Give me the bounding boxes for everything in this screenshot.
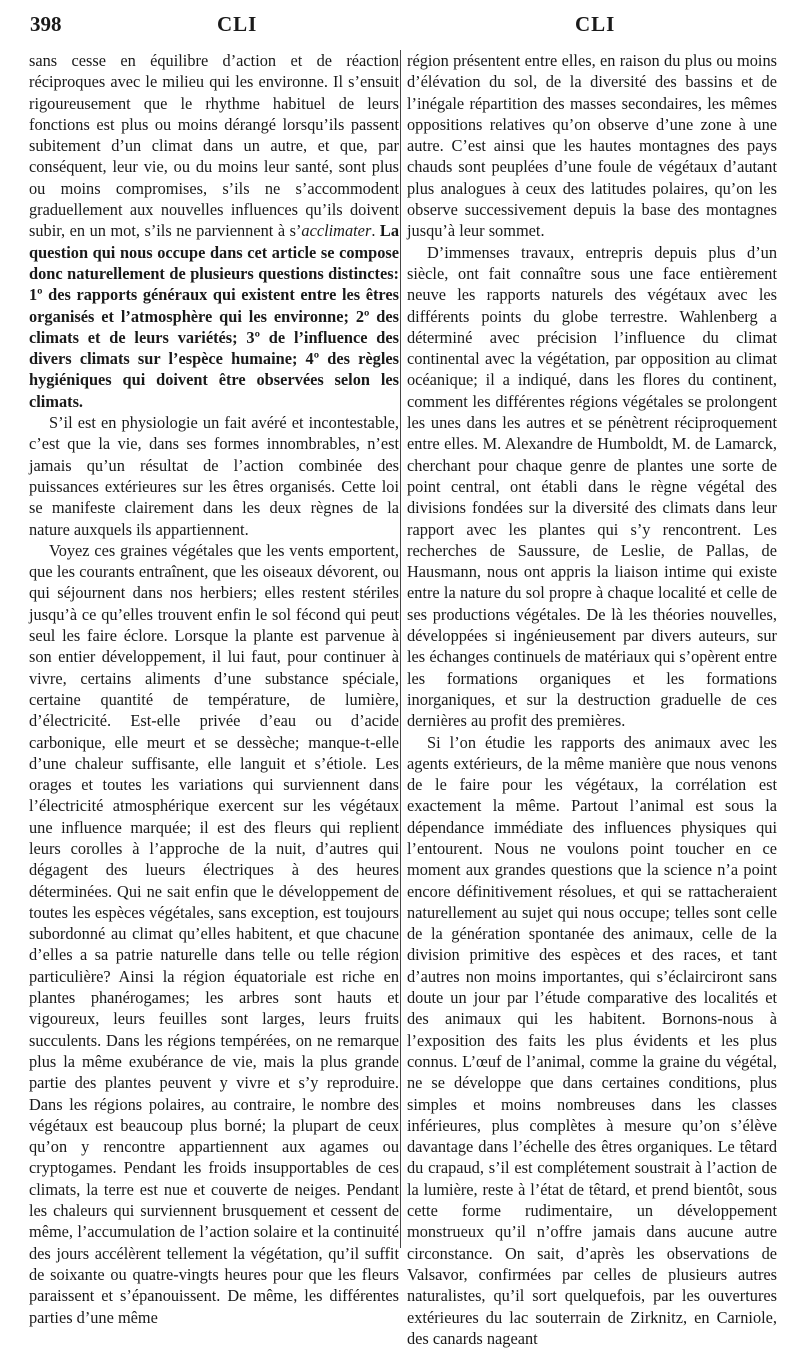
paragraph: Voyez ces graines végétales que les vents emportent, que les courants entraînent, que les oiseaux dévorent, ou qui séjournent dans nos herbiers; elles restent stériles jusqu’à ce qu’elles trouvent enfin le sol fécond qui peut seul les faire éclore. Lorsque la plante est parvenue à son entier développement, il lui faut, pour continuer à vivre, certains aliments d’une substance spéciale, certaine quantité de température, de lumière, d’électricité. Est-elle privée d’eau ou d’acide carbonique, elle meurt et se dessèche; manque-t-elle d’une chaleur suffisante, elle languit et s’étiole. Les orages et toutes les variations qui surviennent dans l’électricité atmosphérique exercent sur les végétaux une influence marquée; il est des fleurs qui replient leurs corolles à l’approche de la nuit, d’autres qui dégagent des lueurs électriques à des heures déterminées. Qui ne sait enfin que le développement de toutes les espèces végétales, sans exception, est toujours subordonné au climat qu’elles habitent, et que chacune d’elles a sa patrie naturelle dans telle ou telle région particulière? Ainsi la région équatoriale est riche en plantes phanérogames; les arbres sont hauts et vigoureux, leurs feuilles sont larges, leurs fruits succulents. Dans les régions tempérées, on ne remarque plus la même exubérance de vie, mais la plus grande partie des plantes peuvent y vivre et s’y reproduire. Dans les régions polaires, au contraire, le nombre des végétaux est beaucoup plus borné; la plupart de ceux qu’on y rencontre appartiennent aux agames ou cryptogames. Pendant les froids insupportables de ces climats, la terre est nue et couverte de neiges. Pendant les chaleurs qui surviennent brusquement et cessent de même, l’accumulation de l’action solaire et la continuité des jours accélèrent tellement la végétation, qu’il suffit de soixante ou quatre-vingts heures pour que les fleurs paraissent et s’épanouissent. De même, les différentes parties d’une même: [29, 540, 399, 1328]
column-divider: [400, 50, 401, 1248]
text-run: .: [371, 221, 380, 240]
right-column: [407, 50, 777, 1255]
running-head-left: CLI: [217, 12, 257, 37]
paragraph: S’il est en physiologie un fait avéré et incontestable, c’est que la vie, dans ses formes innombrables, n’est jamais qu’un résultat de l’action combinée des puissances extérieures sur les êtres organisés. Cette loi se manifeste clairement dans les deux règnes de la nature auxquels ils appartiennent.: [29, 412, 399, 540]
bold-passage: La question qui nous occupe dans cet article se compose donc naturellement de plusieurs questions distinctes: 1º des rapports généraux qui existent entre les êtres organisés et l’atmosphère qui les environne; 2º des climats et de leurs variétés; 3º de l’influence des divers climats sur l’espèce humaine; 4º des règles hygiéniques qui doivent être observées selon les climats.: [29, 221, 399, 410]
page-number: 398: [30, 12, 62, 37]
text-run: sans cesse en équilibre d’action et de réaction réciproques avec le milieu qui les environne. Il s’ensuit rigoureusement que le rhythme habituel de leurs fonctions est plus ou moins dérangé lorsqu’ils passent subitement d’un climat dans un autre, et que, par conséquent, leur vie, ou du moins leur santé, sont plus ou moins compromises, s’ils ne s’accommodent graduellement aux nouvelles influences qu’ils doivent subir, en un mot, s’ils ne parviennent à s’: [29, 51, 399, 240]
paragraph: Si l’on étudie les rapports des animaux avec les agents extérieurs, de la même manière que nous venons de le faire pour les végétaux, la corrélation est exactement la même. Partout l’animal est sous la dépendance immédiate des influences physiques qui l’entourent. Nous ne voulons point toucher en ce moment aux grandes questions que la science n’a point encore définitivement résolues, et qui se rattacheraient naturellement au sujet qui nous occupe; telles sont celle de la génération spontanée des animaux, celle de la division primitive des espèces et des races, et tant d’autres non moins importantes, qui s’éclairciront sans doute un jour par l’étude comparative des localités et des animaux qui les habitent. Bornons-nous à l’exposition des faits les plus évidents et les plus connus. L’œuf de l’animal, comme la graine du végétal, ne se développe que dans certaines conditions, plus simples et moins nombreuses dans les classes inférieures, plus complètes à mesure qu’on s’élève davantage dans l’échelle des êtres organiques. Le têtard du crapaud, s’il est complétement soustrait à l’action de la lumière, reste à l’état de têtard, et prend bientôt, sous cette forme rudimentaire, un développement monstrueux qu’il n’offre jamais dans aucune autre circonstance. On sait, d’après les observations de Valsavor, confirmées par celles de plusieurs autres naturalistes, qu’il sort quelquefois, par les ouvertures extérieures du lac souterrain de Zirknitz, en Carniole, des canards nageant: [407, 732, 777, 1349]
italic-term: acclimater: [301, 221, 371, 240]
left-column: [29, 50, 399, 1255]
paragraph: [29, 50, 399, 412]
running-head-right: CLI: [575, 12, 615, 37]
page-header: [0, 12, 800, 46]
paragraph: D’immenses travaux, entrepris depuis plus d’un siècle, ont fait connaître sous une face entièrement neuve les rapports naturels des végétaux avec les différents points du globe terrestre. Wahlenberg a déterminé avec précision l’influence du climat continental avec la végétation, par opposition au climat océanique; il a indiqué, dans les flores du continent, comment les différentes régions végétales se prolongent les unes dans les autres et se pénètrent réciproquement entre elles. M. Alexandre de Humboldt, M. de Lamarck, cherchant pour chaque genre de plantes une sorte de point central, ont établi dans le règne végétal des divisions fondées sur la diversité des climats dans leur rapport avec les plantes qui s’y rencontrent. Les recherches de Saussure, de Leslie, de Pallas, de Hausmann, nous ont appris la liaison intime qui existe entre la nature du sol propre à chaque localité et celle de ses productions végétales. De là les théories nouvelles, développées si ingénieusement par divers auteurs, sur les échanges continuels de matériaux qui s’opèrent entre les formations organiques et les formations inorganiques, et sur la destruction graduelle de ces dernières au profit des premières.: [407, 242, 777, 732]
paragraph: région présentent entre elles, en raison du plus ou moins d’élévation du sol, de la diversité des bassins et de l’inégale répartition des masses secondaires, les mêmes oppositions relatives qu’on observe d’une zone à une autre. C’est ainsi que les hautes montagnes des pays chauds sont peuplées d’une foule de végétaux d’autant plus analogues à ceux des latitudes polaires, qu’on les observe successivement depuis la base des montagnes jusqu’à leur sommet.: [407, 50, 777, 242]
